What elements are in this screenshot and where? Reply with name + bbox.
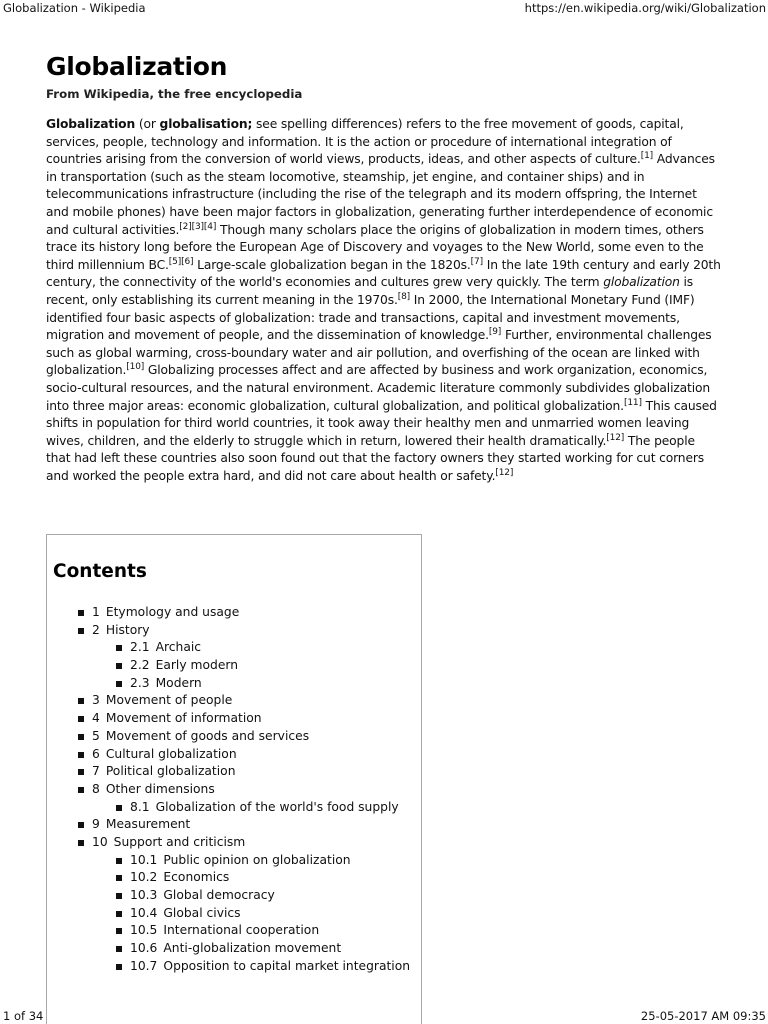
citation-ref[interactable]: [8] <box>397 291 411 302</box>
square-bullet-icon <box>116 946 122 952</box>
lead-text: (or <box>135 117 160 131</box>
lead-bold-term: globalisation; <box>159 117 253 131</box>
toc-item-label: History <box>105 622 150 637</box>
toc-item-label: Global civics <box>163 905 241 920</box>
toc-item-label: Economics <box>163 870 230 885</box>
lead-text: The people that had left these countries also soon found out that the factory owners they started working for cut corners and worked the people extra hard, and did not care about health or safety. <box>46 433 705 483</box>
toc-item[interactable] <box>47 869 423 887</box>
square-bullet-icon <box>78 610 84 616</box>
toc-item[interactable] <box>47 710 423 728</box>
square-bullet-icon <box>78 716 84 722</box>
toc-item-number: 10.4 <box>130 905 158 920</box>
toc-item[interactable] <box>47 958 423 976</box>
toc-item-label: Movement of people <box>105 693 233 708</box>
toc-item-number: 7 <box>92 764 100 779</box>
toc-item-label: Movement of information <box>105 711 262 726</box>
toc-item-number: 1 <box>92 605 100 619</box>
toc-item-label: Archaic <box>155 640 202 655</box>
square-bullet-icon <box>116 645 122 651</box>
lead-text: Globalizing processes affect and are affected by business and work organization, economics, socio-cultural resources, and the natural environment. Academic literature commonly subdivides globalization into three major areas: economic globalization, cultural globalization, and political globalization. <box>46 363 710 413</box>
square-bullet-icon <box>116 858 122 864</box>
lead-text: Further, environmental challenges such as global warming, cross-boundary water and air pollution, and overfishing of the ocean are linked with globalization. <box>46 328 712 378</box>
lead-paragraph <box>46 116 722 485</box>
toc-item[interactable] <box>47 816 423 834</box>
toc-item-label: Other dimensions <box>105 781 215 796</box>
square-bullet-icon <box>116 663 122 669</box>
browser-url[interactable]: https://en.wikipedia.org/wiki/Globalization <box>524 1 766 15</box>
citation-ref[interactable]: [12] <box>606 432 625 443</box>
square-bullet-icon <box>78 769 84 775</box>
square-bullet-icon <box>116 875 122 881</box>
toc-item[interactable] <box>47 940 423 958</box>
toc-item[interactable] <box>47 799 423 817</box>
table-of-contents <box>46 534 422 1024</box>
citation-ref[interactable]: [5][6] <box>168 256 194 267</box>
square-bullet-icon <box>116 893 122 899</box>
toc-item-number: 10.5 <box>130 923 158 938</box>
toc-item[interactable] <box>47 852 423 870</box>
toc-item[interactable] <box>47 763 423 781</box>
print-datetime: 25-05-2017 AM 09:35 <box>640 1009 766 1023</box>
toc-item-label: Etymology and usage <box>105 605 240 619</box>
print-header <box>0 0 768 18</box>
toc-item-number: 2.1 <box>130 640 150 655</box>
lead-bold-term: Globalization <box>46 117 136 131</box>
toc-item[interactable] <box>47 922 423 940</box>
toc-item-label: Support and criticism <box>113 834 246 849</box>
page-title: Globalization <box>46 52 228 81</box>
toc-item-number: 8 <box>92 781 100 796</box>
toc-item[interactable] <box>47 905 423 923</box>
toc-item[interactable] <box>47 728 423 746</box>
lead-text: In 2000, the International Monetary Fund (IMF) identified four basic aspects of globalization: trade and transactions, capital and investment movements, migration and movement of people, and the dissemination of knowledge. <box>46 292 695 343</box>
square-bullet-icon <box>78 628 84 634</box>
square-bullet-icon <box>78 822 84 828</box>
toc-item-label: Modern <box>155 675 202 690</box>
toc-item-label: Measurement <box>105 817 191 832</box>
toc-item[interactable] <box>47 657 423 675</box>
toc-item-number: 9 <box>92 817 100 832</box>
toc-item-label: International cooperation <box>163 923 320 938</box>
article-content <box>46 50 722 485</box>
lead-text: see spelling differences) refers to the free movement of goods, capital, services, people, technology and information. It is the action or procedure of international integration of countries arising from the conversion of world views, products, ideas, and other aspects of culture. <box>46 117 684 167</box>
toc-item-label: Anti-globalization movement <box>163 941 342 956</box>
square-bullet-icon <box>78 734 84 740</box>
lead-text: Though many scholars place the origins of globalization in modern times, others trace its history long before the European Age of Discovery and voyages to the New World, some even to the third millennium BC. <box>46 222 704 272</box>
toc-item[interactable] <box>47 781 423 799</box>
toc-item[interactable] <box>47 692 423 710</box>
toc-item-number: 10.3 <box>130 888 158 902</box>
square-bullet-icon <box>78 698 84 704</box>
citation-ref[interactable]: [10] <box>126 362 145 373</box>
citation-ref[interactable]: [1] <box>640 151 654 162</box>
lead-text: In the late 19th century and early 20th century, the connectivity of the world's economies and cultures grew very quickly. The term <box>46 257 721 290</box>
toc-item-label: Opposition to capital market integration <box>163 958 411 973</box>
article-tagline: From Wikipedia, the free encyclopedia <box>46 87 303 101</box>
toc-item-number: 5 <box>92 728 100 743</box>
page-counter: 1 of 34 <box>3 1009 44 1023</box>
toc-item-number: 10.6 <box>130 941 158 956</box>
toc-item-number: 10.1 <box>130 852 158 867</box>
citation-ref[interactable]: [2][3][4] <box>179 221 217 232</box>
lead-text: Large-scale globalization began in the 1820s. <box>193 257 471 272</box>
toc-item-number: 2.2 <box>130 658 150 673</box>
toc-item-number: 4 <box>92 711 100 726</box>
square-bullet-icon <box>116 964 122 970</box>
toc-item[interactable] <box>47 887 423 905</box>
browser-page-title: Globalization - Wikipedia <box>3 1 146 15</box>
toc-item-label: Globalization of the world's food supply <box>155 799 399 814</box>
citation-ref[interactable]: [9] <box>488 327 502 338</box>
toc-item-label: Early modern <box>155 658 239 673</box>
square-bullet-icon <box>116 681 122 687</box>
citation-ref[interactable]: [7] <box>470 256 483 267</box>
toc-item-number: 10 <box>92 834 108 849</box>
toc-item-number: 10.7 <box>130 958 158 973</box>
toc-list <box>47 604 423 975</box>
square-bullet-icon <box>78 840 84 846</box>
toc-item-label: Cultural globalization <box>105 746 237 761</box>
print-footer <box>0 1009 768 1024</box>
toc-item-label: Political globalization <box>105 764 236 779</box>
square-bullet-icon <box>78 787 84 793</box>
square-bullet-icon <box>78 752 84 758</box>
lead-text: This caused shifts in population for third world countries, it took away their healthy men and unmarried women leaving wives, children, and the elderly to struggle which in return, lowered their health dramatically. <box>46 398 717 448</box>
square-bullet-icon <box>116 805 122 811</box>
toc-item-number: 2 <box>92 622 100 637</box>
toc-item[interactable] <box>47 675 423 693</box>
toc-item[interactable] <box>47 746 423 764</box>
toc-item-label: Global democracy <box>163 888 275 902</box>
toc-item-number: 2.3 <box>130 675 150 690</box>
toc-item[interactable] <box>47 834 423 852</box>
lead-text: Advances in transportation (such as the steam locomotive, steamship, jet engine, and container ships) and in telecommunications infrastructure (including the rise of the telegraph and its modern offspring, the Internet and mobile phones) have been major factors in globalization, generating further interdependence of economic and cultural activities. <box>46 152 715 237</box>
toc-item-number: 3 <box>92 693 100 708</box>
citation-ref[interactable]: [12] <box>495 467 514 478</box>
toc-item-number: 10.2 <box>130 870 158 885</box>
square-bullet-icon <box>116 928 122 934</box>
lead-text: is recent, only establishing its current meaning in the 1970s. <box>46 275 694 307</box>
toc-item-number: 6 <box>92 746 100 761</box>
toc-item[interactable] <box>47 622 423 640</box>
lead-italic-term: globalization <box>603 275 680 290</box>
toc-item-number: 8.1 <box>130 799 150 814</box>
toc-item[interactable] <box>47 639 423 657</box>
toc-title: Contents <box>53 561 147 582</box>
square-bullet-icon <box>116 911 122 917</box>
toc-item[interactable] <box>47 604 423 622</box>
toc-item-label: Movement of goods and services <box>105 728 310 743</box>
citation-ref[interactable]: [11] <box>623 397 642 408</box>
toc-item-label: Public opinion on globalization <box>163 852 351 867</box>
